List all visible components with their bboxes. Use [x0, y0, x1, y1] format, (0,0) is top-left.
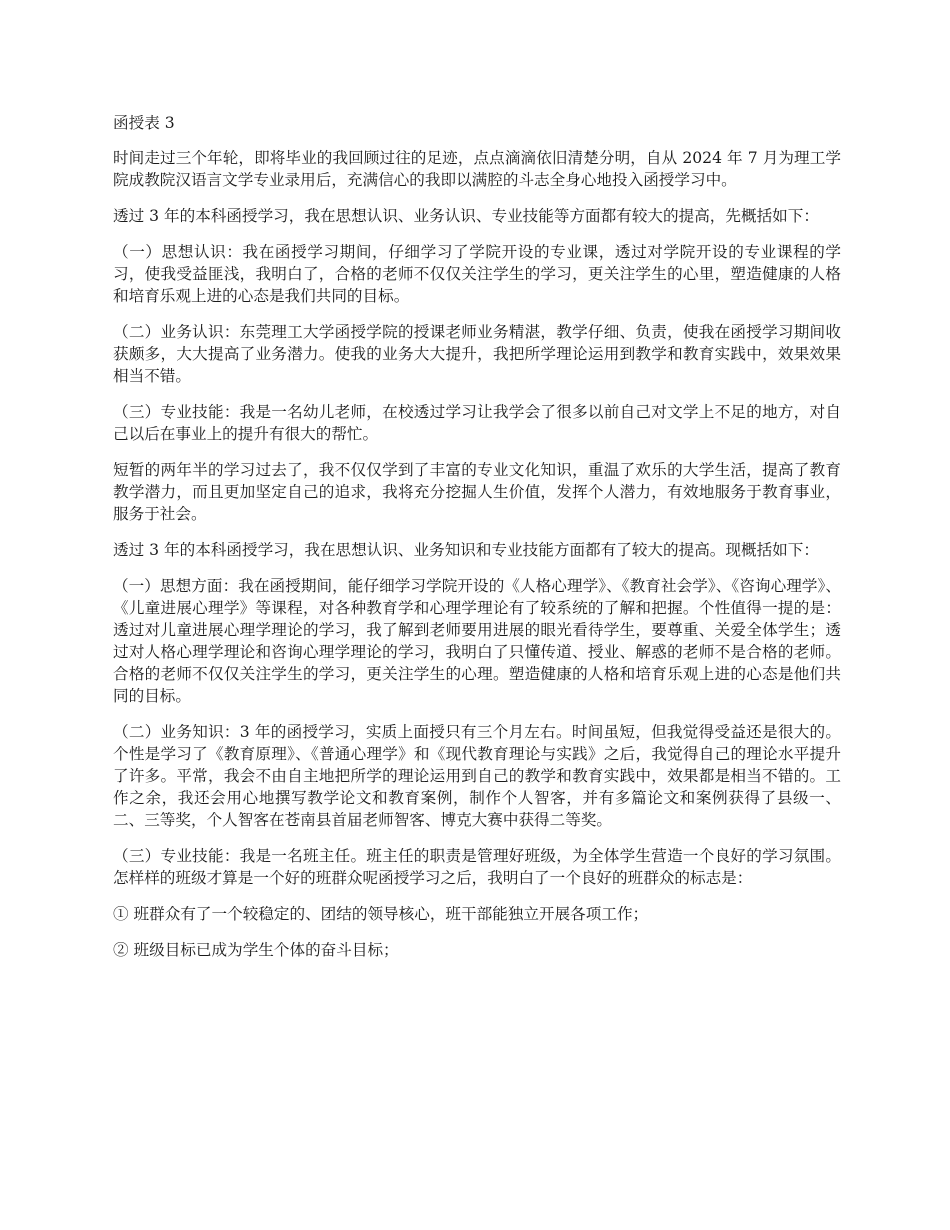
- paragraph-thought-awareness: （一）思想认识：我在函授学习期间，仔细学习了学院开设的专业课，透过对学院开设的专业课程的学习，使我受益匪浅，我明白了，合格的老师不仅仅关注学生的学习，更关注学生的心里，塑造健康的人格和培育乐观上进的心态是我们共同的目标。: [113, 243, 841, 305]
- paragraph-thought-aspect: （一）思想方面：我在函授期间，能仔细学习学院开设的《人格心理学》、《教育社会学》、《咨询心理学》、《儿童进展心理学》等课程，对各种教育学和心理学理论有了较系统的了解和把握。个性值得一提的是：透过对儿童进展心理学理论的学习，我了解到老师要用进展的眼光看待学生，要尊重、关爱全体学生；透过对人格心理学理论和咨询心理学理论的学习，我明白了只懂传道、授业、解惑的老师不是合格的老师。合格的老师不仅仅关注学生的学习，更关注学生的心理。塑造健康的人格和培育乐观上进的心态是他们共同的目标。: [113, 577, 841, 705]
- document-title: 函授表 3: [113, 114, 175, 132]
- paragraph-summary-lead: 透过 3 年的本科函授学习，我在思想认识、业务认识、专业技能等方面都有较大的提高，先概括如下：: [113, 207, 819, 225]
- paragraph-intro: 时间走过三个年轮，即将毕业的我回顾过往的足迹，点点滴滴依旧清楚分明，自从 2024 年 7 月为理工学院成教院汉语言文学专业录用后，充满信心的我即以满腔的斗志全身心地投入函授学习中。: [113, 149, 841, 189]
- paragraph-business-awareness: （二）业务认识：东莞理工大学函授学院的授课老师业务精湛，教学仔细、负责，使我在函授学习期间收获颇多，大大提高了业务潜力。使我的业务大大提升，我把所学理论运用到教学和教育实践中，效果效果相当不错。: [113, 323, 841, 385]
- document-page: [113, 112, 841, 975]
- paragraph-summary-lead-2: 透过 3 年的本科函授学习，我在思想认识、业务知识和专业技能方面都有了较大的提高。现概括如下：: [113, 541, 819, 559]
- paragraph-reflection: 短暂的两年半的学习过去了，我不仅仅学到了丰富的专业文化知识，重温了欢乐的大学生活，提高了教育教学潜力，而且更加坚定自己的追求，我将充分挖掘人生价值，发挥个人潜力，有效地服务于教育事业，服务于社会。: [113, 461, 841, 523]
- paragraph-business-knowledge: （二）业务知识：3 年的函授学习，实质上面授只有三个月左右。时间虽短，但我觉得受益还是很大的。个性是学习了《教育原理》、《普通心理学》和《现代教育理论与实践》之后，我觉得自己的理论水平提升了许多。平常，我会不由自主地把所学的理论运用到自己的教学和教育实践中，效果都是相当不错的。工作之余，我还会用心地撰写教学论文和教育案例，制作个人智客，并有多篇论文和案例获得了县级一、二、三等奖，个人智客在苍南县首届老师智客、博克大赛中获得二等奖。: [113, 723, 841, 829]
- paragraph-professional-skills-2: （三）专业技能：我是一名班主任。班主任的职责是管理好班级，为全体学生营造一个良好的学习氛围。怎样样的班级才算是一个好的班群众呢函授学习之后，我明白了一个良好的班群众的标志是：: [113, 847, 841, 887]
- list-item-1: ① 班群众有了一个较稳定的、团结的领导核心，班干部能独立开展各项工作；: [113, 905, 649, 923]
- list-item-2: ② 班级目标已成为学生个体的奋斗目标；: [113, 941, 399, 959]
- paragraph-professional-skills: （三）专业技能：我是一名幼儿老师，在校透过学习让我学会了很多以前自己对文学上不足的地方，对自己以后在事业上的提升有很大的帮忙。: [113, 403, 841, 443]
